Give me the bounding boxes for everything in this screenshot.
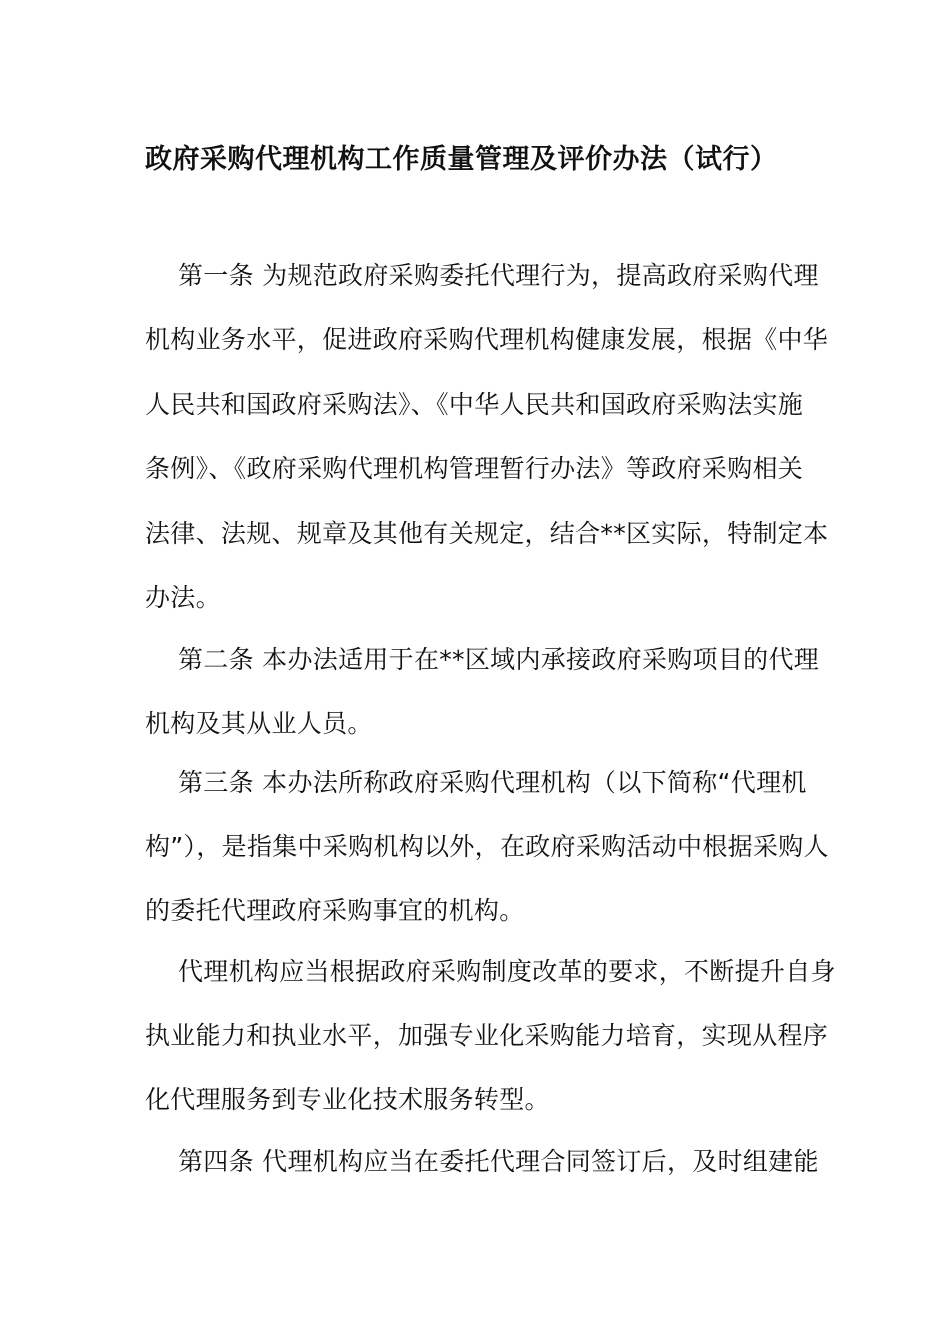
article-1-line-2: 机构业务水平，促进政府采购代理机构健康发展，根据《中华 (145, 325, 829, 354)
article-3-line-2: 构”），是指集中采购机构以外，在政府采购活动中根据采购人 (145, 832, 829, 861)
article-1-line-4: 条例》、《政府采购代理机构管理暂行办法》等政府采购相关 (145, 454, 804, 483)
document-title: 政府采购代理机构工作质量管理及评价办法（试行） (145, 144, 778, 175)
article-1-line-3: 人民共和国政府采购法》、《中华人民共和国政府采购法实施 (145, 390, 804, 419)
article-2-line-1: 第二条 本办法适用于在**区域内承接政府采购项目的代理 (178, 645, 820, 674)
paragraph-line-1: 代理机构应当根据政府采购制度改革的要求，不断提升自身 (178, 957, 836, 986)
article-1-line-5: 法律、法规、规章及其他有关规定，结合**区实际，特制定本 (145, 519, 829, 548)
article-3-line-3: 的委托代理政府采购事宜的机构。 (145, 896, 525, 925)
article-3-line-1: 第三条 本办法所称政府采购代理机构（以下简称“代理机 (178, 768, 807, 797)
article-1-line-6: 办法。 (145, 583, 221, 612)
paragraph-line-2: 执业能力和执业水平，加强专业化采购能力培育，实现从程序 (145, 1021, 829, 1050)
paragraph-line-3: 化代理服务到专业化技术服务转型。 (145, 1085, 550, 1114)
article-1-line-1: 第一条 为规范政府采购委托代理行为，提高政府采购代理 (178, 261, 819, 290)
article-4-line-1: 第四条 代理机构应当在委托代理合同签订后，及时组建能 (178, 1147, 819, 1176)
article-2-line-2: 机构及其从业人员。 (145, 709, 373, 738)
